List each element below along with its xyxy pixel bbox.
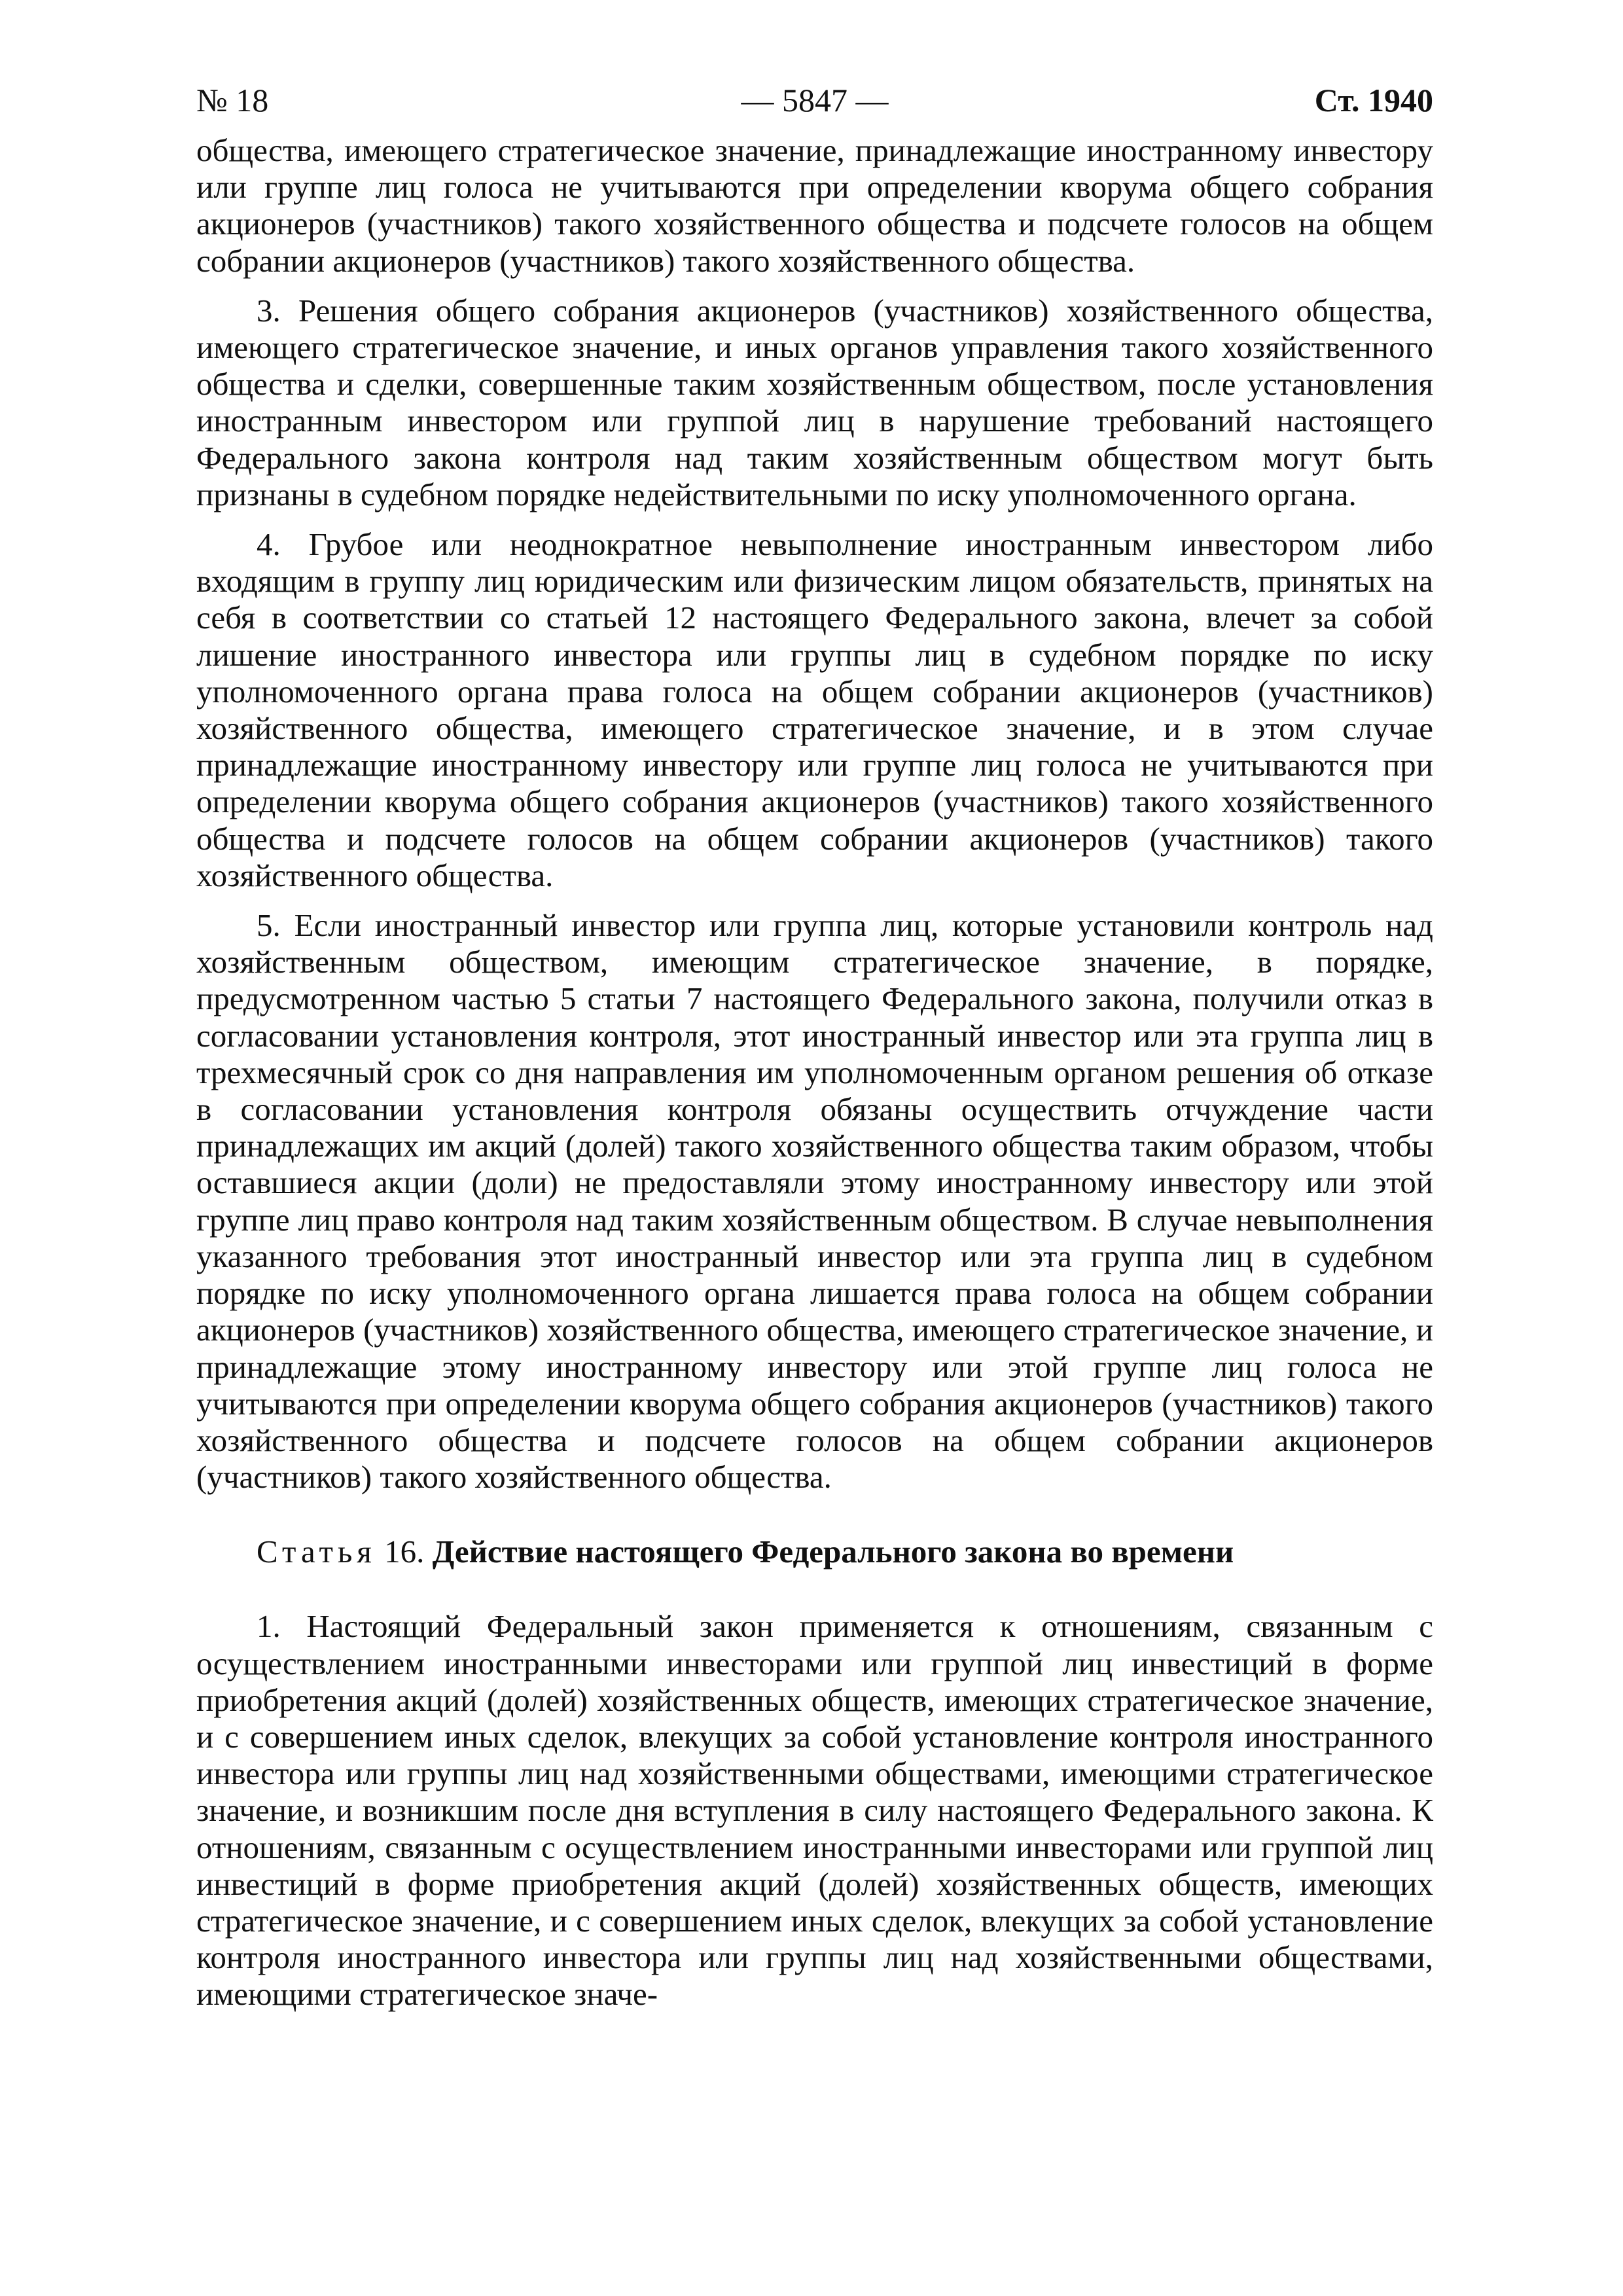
paragraph-continuation: общества, имеющего стратегическое значение, принадлежащие иностранному инвестору или группе лиц голоса не учитываются при определении кворума общего собрания акционеров (участников) такого хозяйственного общества и подсчете голосов на общем собрании акционеров (участников) такого хозяйственного общества. [196,132,1433,279]
issue-number: № 18 [196,82,269,118]
document-page [196,77,1433,2026]
paragraph-4: 4. Грубое или неоднократное невыполнение иностранным инвестором либо входящим в группу лиц юридическим или физическим лицом обязательств, принятых на себя в соответствии со статьей 12 настоящего Федерального закона, влечет за собой лишение иностранного инвестора или группы лиц в судебном порядке по иску уполномоченного органа права голоса на общем собрании акционеров (участников) хозяйственного общества, имеющего стратегическое значение, и в этом случае принадлежащие иностранному инвестору или группе лиц голоса не учитываются при определении кворума общего собрания акционеров (участников) такого хозяйственного общества и подсчете голосов на общем собрании акционеров (участников) такого хозяйственного общества. [196,526,1433,893]
page-header [196,77,1433,123]
article-heading [196,1534,1433,1570]
article-reference: Ст. 1940 [1314,82,1433,118]
article-number: 16. [376,1534,433,1570]
article-16-paragraph-1: 1. Настоящий Федеральный закон применяется к отношениям, связанным с осуществлением иностранными инвесторами или группой лиц инвестиций в форме приобретения акций (долей) хозяйственных обществ, имеющих стратегическое значение, и с совершением иных сделок, влекущих за собой установление контроля иностранного инвестора или группы лиц над хозяйственными обществами, имеющими стратегическое значение, и возникшим после дня вступления в силу настоящего Федерального закона. К отношениям, связанным с осуществлением иностранными инвесторами или группой лиц инвестиций в форме приобретения акций (долей) хозяйственных обществ, имеющих стратегическое значение, и с совершением иных сделок, влекущих за собой установление контроля иностранного инвестора или группы лиц над хозяйственными обществами, имеющими стратегическое значе- [196,1608,1433,2013]
paragraph-3: 3. Решения общего собрания акционеров (участников) хозяйственного общества, имеющего стратегическое значение, и иных органов управления такого хозяйственного общества и сделки, совершенные таким хозяйственным обществом, после установления иностранным инвестором или группой лиц в нарушение требований настоящего Федерального закона контроля над таким хозяйственным обществом могут быть признаны в судебном порядке недействительными по иску уполномоченного органа. [196,292,1433,512]
article-label: Статья [257,1534,376,1570]
article-title: Действие настоящего Федерального закона во времени [432,1534,1234,1570]
document-body [196,132,1433,2013]
page-number: — 5847 — [741,82,889,118]
paragraph-5: 5. Если иностранный инвестор или группа лиц, которые установили контроль над хозяйственным обществом, имеющим стратегическое значение, в порядке, предусмотренном частью 5 статьи 7 настоящего Федерального закона, получили отказ в согласовании установления контроля, этот иностранный инвестор или эта группа лиц в трехмесячный срок со дня направления им уполномоченным органом решения об отказе в согласовании установления контроля обязаны осуществить отчуждение части принадлежащих им акций (долей) такого хозяйственного общества таким образом, чтобы оставшиеся акции (доли) не предоставляли этому иностранному инвестору или этой группе лиц право контроля над таким хозяйственным обществом. В случае невыполнения указанного требования этот иностранный инвестор или эта группа лиц в судебном порядке по иску уполномоченного органа лишается права голоса на общем собрании акционеров (участников) хозяйственного общества, имеющего стратегическое значение, и принадлежащие этому иностранному инвестору или этой группе лиц голоса не учитываются при определении кворума общего собрания акционеров (участников) такого хозяйственного общества и подсчете голосов на общем собрании акционеров (участников) такого хозяйственного общества. [196,907,1433,1496]
